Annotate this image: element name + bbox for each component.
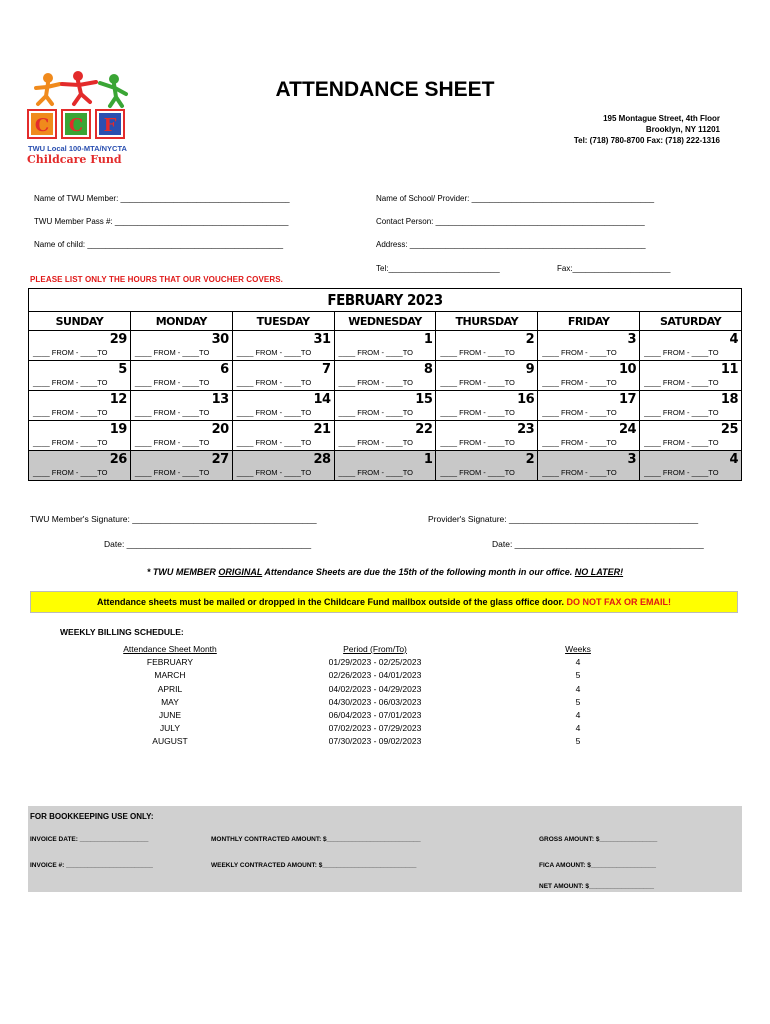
member-date-field[interactable]: Date: _______________________________________ bbox=[104, 539, 312, 549]
gross-amount-field[interactable]: GROSS AMOUNT: $________________ bbox=[539, 836, 658, 843]
schedule-month: APRIL bbox=[157, 683, 183, 694]
calendar-day-cell[interactable] bbox=[436, 451, 538, 481]
calendar-date-number: 13 bbox=[211, 392, 229, 407]
schedule-title: WEEKLY BILLING SCHEDULE: bbox=[60, 627, 184, 637]
schedule-periods-column bbox=[300, 643, 450, 749]
calendar-day-cell[interactable] bbox=[640, 331, 742, 361]
schedule-period: 07/30/2023 - 09/02/2023 bbox=[328, 736, 422, 747]
schedule-weeks: 4 bbox=[575, 657, 581, 668]
from-to-field[interactable]: ____ FROM - ____TO bbox=[542, 408, 617, 417]
calendar-date-number: 31 bbox=[313, 332, 331, 347]
logo-line1: TWU Local 100-MTA/NYCTA bbox=[28, 144, 127, 153]
calendar-day-cell[interactable] bbox=[334, 391, 436, 421]
calendar-day-header: TUESDAY bbox=[232, 312, 334, 331]
calendar-date-number: 11 bbox=[720, 362, 738, 377]
from-to-field[interactable]: ____ FROM - ____TO bbox=[440, 348, 515, 357]
from-to-field[interactable]: ____ FROM - ____TO bbox=[33, 348, 108, 357]
calendar-day-cell[interactable] bbox=[640, 361, 742, 391]
from-to-field[interactable]: ____ FROM - ____TO bbox=[644, 378, 719, 387]
from-to-field[interactable]: ____ FROM - ____TO bbox=[440, 468, 515, 477]
logo-line2: Childcare Fund bbox=[27, 153, 122, 166]
due-no-later: NO LATER! bbox=[574, 567, 624, 577]
calendar-date-number: 18 bbox=[720, 392, 738, 407]
schedule-period: 06/04/2023 - 07/01/2023 bbox=[328, 710, 422, 721]
calendar-day-cell[interactable] bbox=[538, 451, 640, 481]
calendar-day-cell[interactable] bbox=[232, 391, 334, 421]
from-to-field[interactable]: ____ FROM - ____TO bbox=[236, 378, 312, 387]
calendar-date-number: 19 bbox=[109, 422, 127, 437]
calendar-day-cell[interactable] bbox=[436, 331, 538, 361]
invoice-date-field[interactable]: INVOICE DATE: ___________________ bbox=[30, 836, 149, 843]
calendar-day-cell[interactable] bbox=[29, 391, 131, 421]
calendar-day-header: THURSDAY bbox=[436, 312, 538, 331]
fax-field[interactable]: Fax:______________________ bbox=[557, 264, 671, 273]
calendar-day-cell[interactable] bbox=[538, 421, 640, 451]
bookkeeping-box bbox=[28, 806, 742, 892]
schedule-month: MAY bbox=[161, 696, 179, 707]
page-title: ATTENDANCE SHEET bbox=[275, 78, 495, 101]
calendar-day-cell[interactable] bbox=[334, 331, 436, 361]
from-to-field[interactable]: ____ FROM - ____TO bbox=[134, 438, 210, 447]
bookkeeping-title: FOR BOOKKEEPING USE ONLY: bbox=[30, 812, 154, 821]
from-to-field[interactable]: ____ FROM - ____TO bbox=[33, 468, 108, 477]
calendar-date-number: 14 bbox=[313, 392, 331, 407]
calendar-week-row bbox=[29, 331, 742, 361]
schedule-period: 04/02/2023 - 04/29/2023 bbox=[328, 683, 422, 694]
calendar-day-cell[interactable] bbox=[232, 421, 334, 451]
from-to-field[interactable]: ____ FROM - ____TO bbox=[440, 408, 515, 417]
from-to-field[interactable]: ____ FROM - ____TO bbox=[33, 378, 108, 387]
calendar-date-number: 16 bbox=[517, 392, 535, 407]
due-mid: Attendance Sheets are due the 15th of the following month in our office. bbox=[262, 567, 575, 577]
schedule-weeks: 4 bbox=[575, 723, 581, 734]
calendar-day-cell[interactable] bbox=[130, 451, 232, 481]
calendar-date-number: 3 bbox=[627, 332, 637, 347]
calendar-day-header: MONDAY bbox=[130, 312, 232, 331]
from-to-field[interactable]: ____ FROM - ____TO bbox=[440, 378, 515, 387]
schedule-weeks: 5 bbox=[575, 670, 581, 681]
pass-field[interactable]: TWU Member Pass #: _______________________________________ bbox=[34, 217, 289, 226]
from-to-field[interactable]: ____ FROM - ____TO bbox=[338, 408, 414, 417]
member-name-field[interactable]: Name of TWU Member: ______________________________________ bbox=[34, 194, 290, 203]
calendar-day-cell[interactable] bbox=[334, 451, 436, 481]
calendar-date-number: 20 bbox=[211, 422, 229, 437]
calendar-day-cell[interactable] bbox=[130, 391, 232, 421]
calendar-date-number: 4 bbox=[729, 452, 738, 467]
schedule-period: 02/26/2023 - 04/01/2023 bbox=[328, 670, 422, 681]
net-amount-field[interactable]: NET AMOUNT: $__________________ bbox=[539, 883, 655, 890]
schedule-month: MARCH bbox=[154, 670, 186, 681]
calendar-day-header: FRIDAY bbox=[538, 312, 640, 331]
provider-date-field[interactable]: Date: ________________________________________ bbox=[492, 539, 704, 549]
due-notice bbox=[0, 567, 770, 577]
from-to-field[interactable]: ____ FROM - ____TO bbox=[338, 438, 414, 447]
weekly-amount-field[interactable]: WEEKLY CONTRACTED AMOUNT: $__________________________ bbox=[211, 862, 417, 869]
calendar-date-number: 15 bbox=[415, 392, 433, 407]
calendar-date-number: 2 bbox=[525, 452, 535, 467]
from-to-field[interactable]: ____ FROM - ____TO bbox=[440, 438, 515, 447]
calendar-date-number: 22 bbox=[415, 422, 433, 437]
calendar-day-cell[interactable] bbox=[232, 361, 334, 391]
calendar-day-cell[interactable] bbox=[538, 361, 640, 391]
calendar-day-cell[interactable] bbox=[538, 391, 640, 421]
address-block bbox=[574, 113, 720, 146]
calendar-week-row bbox=[29, 451, 742, 481]
contact-field[interactable]: Contact Person: _______________________________________________ bbox=[376, 217, 645, 226]
calendar-week-row bbox=[29, 421, 742, 451]
schedule-header: Period (From/To) bbox=[343, 644, 407, 654]
calendar-day-header: SUNDAY bbox=[29, 312, 131, 331]
from-to-field[interactable]: ____ FROM - ____TO bbox=[644, 348, 719, 357]
calendar-week-row bbox=[29, 391, 742, 421]
child-name-field[interactable]: Name of child: ____________________________________________ bbox=[34, 240, 284, 249]
calendar-day-cell[interactable] bbox=[640, 391, 742, 421]
from-to-field[interactable]: ____ FROM - ____TO bbox=[33, 408, 108, 417]
address-line: Brooklyn, NY 11201 bbox=[645, 125, 720, 134]
due-pre: * TWU MEMBER bbox=[146, 567, 219, 577]
calendar-day-cell[interactable] bbox=[29, 421, 131, 451]
from-to-field[interactable]: ____ FROM - ____TO bbox=[644, 438, 719, 447]
calendar-date-number: 12 bbox=[109, 392, 127, 407]
mail-notice-text: Attendance sheets must be mailed or dropped in the Childcare Fund mailbox outside of the glass office door. bbox=[96, 597, 567, 607]
mail-notice-warning: DO NOT FAX OR EMAIL! bbox=[566, 597, 672, 607]
from-to-field[interactable]: ____ FROM - ____TO bbox=[134, 378, 210, 387]
from-to-field[interactable]: ____ FROM - ____TO bbox=[338, 468, 414, 477]
calendar-date-number: 3 bbox=[627, 452, 637, 467]
fica-amount-field[interactable]: FICA AMOUNT: $__________________ bbox=[539, 862, 656, 869]
from-to-field[interactable]: ____ FROM - ____TO bbox=[542, 438, 617, 447]
school-field[interactable]: Name of School/ Provider: _________________________________________ bbox=[376, 194, 655, 203]
address-line: Tel: (718) 780-8700 Fax: (718) 222-1316 bbox=[573, 136, 720, 145]
calendar-date-number: 10 bbox=[618, 362, 637, 377]
calendar-day-cell[interactable] bbox=[436, 391, 538, 421]
schedule-header: Attendance Sheet Month bbox=[123, 644, 217, 654]
calendar-month: FEBRUARY 2023 bbox=[29, 289, 742, 312]
calendar-date-number: 29 bbox=[109, 332, 127, 347]
calendar-day-cell[interactable] bbox=[232, 331, 334, 361]
tel-field[interactable]: Tel:_________________________ bbox=[376, 264, 500, 273]
calendar-day-cell[interactable] bbox=[29, 451, 131, 481]
calendar-day-cell[interactable] bbox=[436, 421, 538, 451]
schedule-weeks-column bbox=[548, 643, 608, 749]
calendar-day-cell[interactable] bbox=[130, 421, 232, 451]
calendar-day-cell[interactable] bbox=[130, 361, 232, 391]
calendar-day-cell[interactable] bbox=[640, 421, 742, 451]
monthly-amount-field[interactable]: MONTHLY CONTRACTED AMOUNT: $__________________________ bbox=[211, 836, 421, 843]
from-to-field[interactable]: ____ FROM - ____TO bbox=[236, 348, 312, 357]
calendar-date-number: 25 bbox=[720, 422, 738, 437]
calendar-day-cell[interactable] bbox=[232, 451, 334, 481]
calendar-week-row bbox=[29, 361, 742, 391]
schedule-month: JULY bbox=[159, 723, 181, 734]
calendar-date-number: 1 bbox=[423, 332, 433, 347]
address-line: 195 Montague Street, 4th Floor bbox=[603, 114, 720, 123]
from-to-field[interactable]: ____ FROM - ____TO bbox=[338, 378, 414, 387]
logo-letter: C bbox=[34, 115, 50, 136]
calendar-date-number: 26 bbox=[109, 452, 127, 467]
from-to-field[interactable]: ____ FROM - ____TO bbox=[542, 468, 617, 477]
from-to-field[interactable]: ____ FROM - ____TO bbox=[134, 408, 210, 417]
provider-signature-field[interactable]: Provider's Signature: ________________________________________ bbox=[428, 514, 699, 524]
schedule-month: FEBRUARY bbox=[146, 657, 194, 668]
calendar-day-cell[interactable] bbox=[130, 331, 232, 361]
calendar-day-header: WEDNESDAY bbox=[334, 312, 436, 331]
schedule-month: JUNE bbox=[158, 710, 182, 721]
calendar-date-number: 7 bbox=[321, 362, 331, 377]
from-to-field[interactable]: ____ FROM - ____TO bbox=[542, 348, 617, 357]
calendar-date-number: 1 bbox=[423, 452, 433, 467]
from-to-field[interactable]: ____ FROM - ____TO bbox=[644, 468, 719, 477]
hours-notice: PLEASE LIST ONLY THE HOURS THAT OUR VOUCHER COVERS. bbox=[30, 275, 283, 284]
from-to-field[interactable]: ____ FROM - ____TO bbox=[134, 468, 210, 477]
schedule-weeks: 4 bbox=[575, 710, 581, 721]
calendar-date-number: 23 bbox=[517, 422, 535, 437]
calendar-day-cell[interactable] bbox=[436, 361, 538, 391]
due-original: ORIGINAL bbox=[218, 567, 263, 577]
calendar-date-number: 6 bbox=[220, 362, 229, 377]
from-to-field[interactable]: ____ FROM - ____TO bbox=[33, 438, 108, 447]
calendar-date-number: 30 bbox=[211, 332, 229, 347]
calendar-day-cell[interactable] bbox=[29, 361, 131, 391]
calendar-date-number: 2 bbox=[525, 332, 535, 347]
calendar-day-cell[interactable] bbox=[334, 421, 436, 451]
from-to-field[interactable]: ____ FROM - ____TO bbox=[236, 408, 312, 417]
schedule-weeks: 4 bbox=[575, 683, 581, 694]
calendar-day-header: SATURDAY bbox=[640, 312, 742, 331]
calendar-date-number: 28 bbox=[313, 452, 331, 467]
calendar-day-cell[interactable] bbox=[29, 331, 131, 361]
calendar-date-number: 9 bbox=[525, 362, 535, 377]
calendar-date-number: 17 bbox=[618, 392, 637, 407]
mail-notice-banner bbox=[30, 591, 738, 613]
member-signature-field[interactable]: TWU Member's Signature: _______________________________________ bbox=[30, 514, 317, 524]
calendar-day-cell[interactable] bbox=[334, 361, 436, 391]
address-field[interactable]: Address: _____________________________________________________ bbox=[376, 240, 646, 249]
from-to-field[interactable]: ____ FROM - ____TO bbox=[134, 348, 210, 357]
from-to-field[interactable]: ____ FROM - ____TO bbox=[644, 408, 719, 417]
schedule-weeks: 5 bbox=[575, 736, 581, 747]
calendar-day-cell[interactable] bbox=[640, 451, 742, 481]
schedule-month: AUGUST bbox=[152, 736, 188, 747]
calendar-table bbox=[28, 288, 742, 481]
calendar-date-number: 4 bbox=[729, 332, 738, 347]
calendar-date-number: 21 bbox=[313, 422, 331, 437]
calendar-day-cell[interactable] bbox=[538, 331, 640, 361]
from-to-field[interactable]: ____ FROM - ____TO bbox=[236, 438, 312, 447]
from-to-field[interactable]: ____ FROM - ____TO bbox=[338, 348, 414, 357]
from-to-field[interactable]: ____ FROM - ____TO bbox=[542, 378, 617, 387]
schedule-months-column bbox=[100, 643, 240, 749]
from-to-field[interactable]: ____ FROM - ____TO bbox=[236, 468, 312, 477]
logo-letter: C bbox=[68, 115, 84, 136]
logo-letter: F bbox=[103, 115, 117, 136]
calendar-date-number: 27 bbox=[211, 452, 229, 467]
schedule-header: Weeks bbox=[565, 644, 591, 654]
calendar-date-number: 8 bbox=[423, 362, 433, 377]
calendar-date-number: 24 bbox=[618, 422, 637, 437]
invoice-number-field[interactable]: INVOICE #: ________________________ bbox=[30, 862, 153, 869]
schedule-period: 01/29/2023 - 02/25/2023 bbox=[328, 657, 422, 668]
schedule-period: 07/02/2023 - 07/29/2023 bbox=[328, 723, 422, 734]
schedule-period: 04/30/2023 - 06/03/2023 bbox=[328, 696, 422, 707]
schedule-weeks: 5 bbox=[575, 696, 581, 707]
calendar-date-number: 5 bbox=[118, 362, 127, 377]
